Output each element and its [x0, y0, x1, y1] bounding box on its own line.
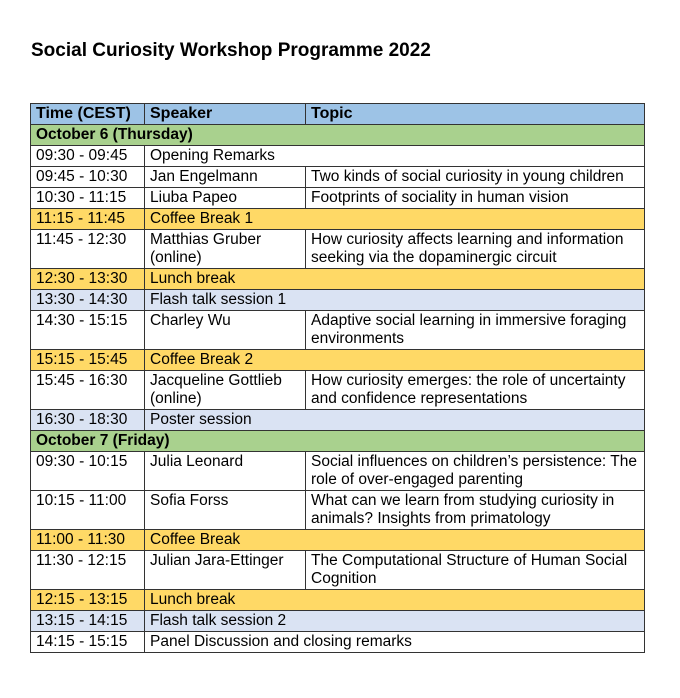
time-cell: 13:15 - 14:15 — [31, 611, 145, 632]
table-row — [31, 167, 645, 188]
table-row — [31, 452, 645, 491]
break-label: Coffee Break 1 — [145, 209, 645, 230]
table-row — [31, 551, 645, 590]
time-cell: 09:30 - 10:15 — [31, 452, 145, 491]
table-row — [31, 632, 645, 653]
speaker-cell: Julia Leonard — [145, 452, 306, 491]
break-label: Coffee Break — [145, 530, 645, 551]
day-row — [31, 431, 645, 452]
session-label: Flash talk session 2 — [145, 611, 645, 632]
speaker-cell: Julian Jara-Ettinger — [145, 551, 306, 590]
time-cell: 10:15 - 11:00 — [31, 491, 145, 530]
header-time: Time (CEST) — [31, 104, 145, 125]
topic-cell: The Computational Structure of Human Social Cognition — [306, 551, 645, 590]
time-cell: 11:00 - 11:30 — [31, 530, 145, 551]
header-topic: Topic — [306, 104, 645, 125]
time-cell: 14:15 - 15:15 — [31, 632, 145, 653]
break-row — [31, 350, 645, 371]
day-heading: October 7 (Friday) — [31, 431, 645, 452]
programme-table — [30, 103, 645, 653]
session-label: Flash talk session 1 — [145, 290, 645, 311]
day-heading: October 6 (Thursday) — [31, 125, 645, 146]
time-cell: 14:30 - 15:15 — [31, 311, 145, 350]
time-cell: 10:30 - 11:15 — [31, 188, 145, 209]
time-cell: 15:15 - 15:45 — [31, 350, 145, 371]
speaker-cell: Jan Engelmann — [145, 167, 306, 188]
table-row — [31, 371, 645, 410]
table-row — [31, 230, 645, 269]
topic-cell: What can we learn from studying curiosity in animals? Insights from primatology — [306, 491, 645, 530]
break-row — [31, 590, 645, 611]
table-row — [31, 491, 645, 530]
time-cell: 13:30 - 14:30 — [31, 290, 145, 311]
topic-cell: Footprints of sociality in human vision — [306, 188, 645, 209]
header-speaker: Speaker — [145, 104, 306, 125]
speaker-cell: Sofia Forss — [145, 491, 306, 530]
break-label: Coffee Break 2 — [145, 350, 645, 371]
topic-cell: Two kinds of social curiosity in young children — [306, 167, 645, 188]
speaker-cell: Matthias Gruber (online) — [145, 230, 306, 269]
speaker-cell: Jacqueline Gottlieb (online) — [145, 371, 306, 410]
time-cell: 09:45 - 10:30 — [31, 167, 145, 188]
speaker-cell: Liuba Papeo — [145, 188, 306, 209]
poster-session-row — [31, 410, 645, 431]
speaker-cell: Charley Wu — [145, 311, 306, 350]
topic-cell: Social influences on children’s persistence: The role of over-engaged parenting — [306, 452, 645, 491]
flash-talk-row — [31, 611, 645, 632]
time-cell: 09:30 - 09:45 — [31, 146, 145, 167]
time-cell: 15:45 - 16:30 — [31, 371, 145, 410]
topic-cell: How curiosity affects learning and information seeking via the dopaminergic circuit — [306, 230, 645, 269]
session-label: Poster session — [145, 410, 645, 431]
break-label: Lunch break — [145, 269, 645, 290]
day-row — [31, 125, 645, 146]
page-title: Social Curiosity Workshop Programme 2022 — [31, 40, 431, 61]
flash-talk-row — [31, 290, 645, 311]
break-row — [31, 530, 645, 551]
speaker-cell: Panel Discussion and closing remarks — [145, 632, 645, 653]
table-row — [31, 188, 645, 209]
break-row — [31, 209, 645, 230]
break-row — [31, 269, 645, 290]
topic-cell: Adaptive social learning in immersive foraging environments — [306, 311, 645, 350]
time-cell: 16:30 - 18:30 — [31, 410, 145, 431]
time-cell: 11:45 - 12:30 — [31, 230, 145, 269]
time-cell: 12:15 - 13:15 — [31, 590, 145, 611]
time-cell: 11:30 - 12:15 — [31, 551, 145, 590]
table-row — [31, 146, 645, 167]
topic-cell: How curiosity emerges: the role of uncertainty and confidence representations — [306, 371, 645, 410]
speaker-cell: Opening Remarks — [145, 146, 645, 167]
break-label: Lunch break — [145, 590, 645, 611]
time-cell: 12:30 - 13:30 — [31, 269, 145, 290]
time-cell: 11:15 - 11:45 — [31, 209, 145, 230]
table-header-row — [31, 104, 645, 125]
table-row — [31, 311, 645, 350]
